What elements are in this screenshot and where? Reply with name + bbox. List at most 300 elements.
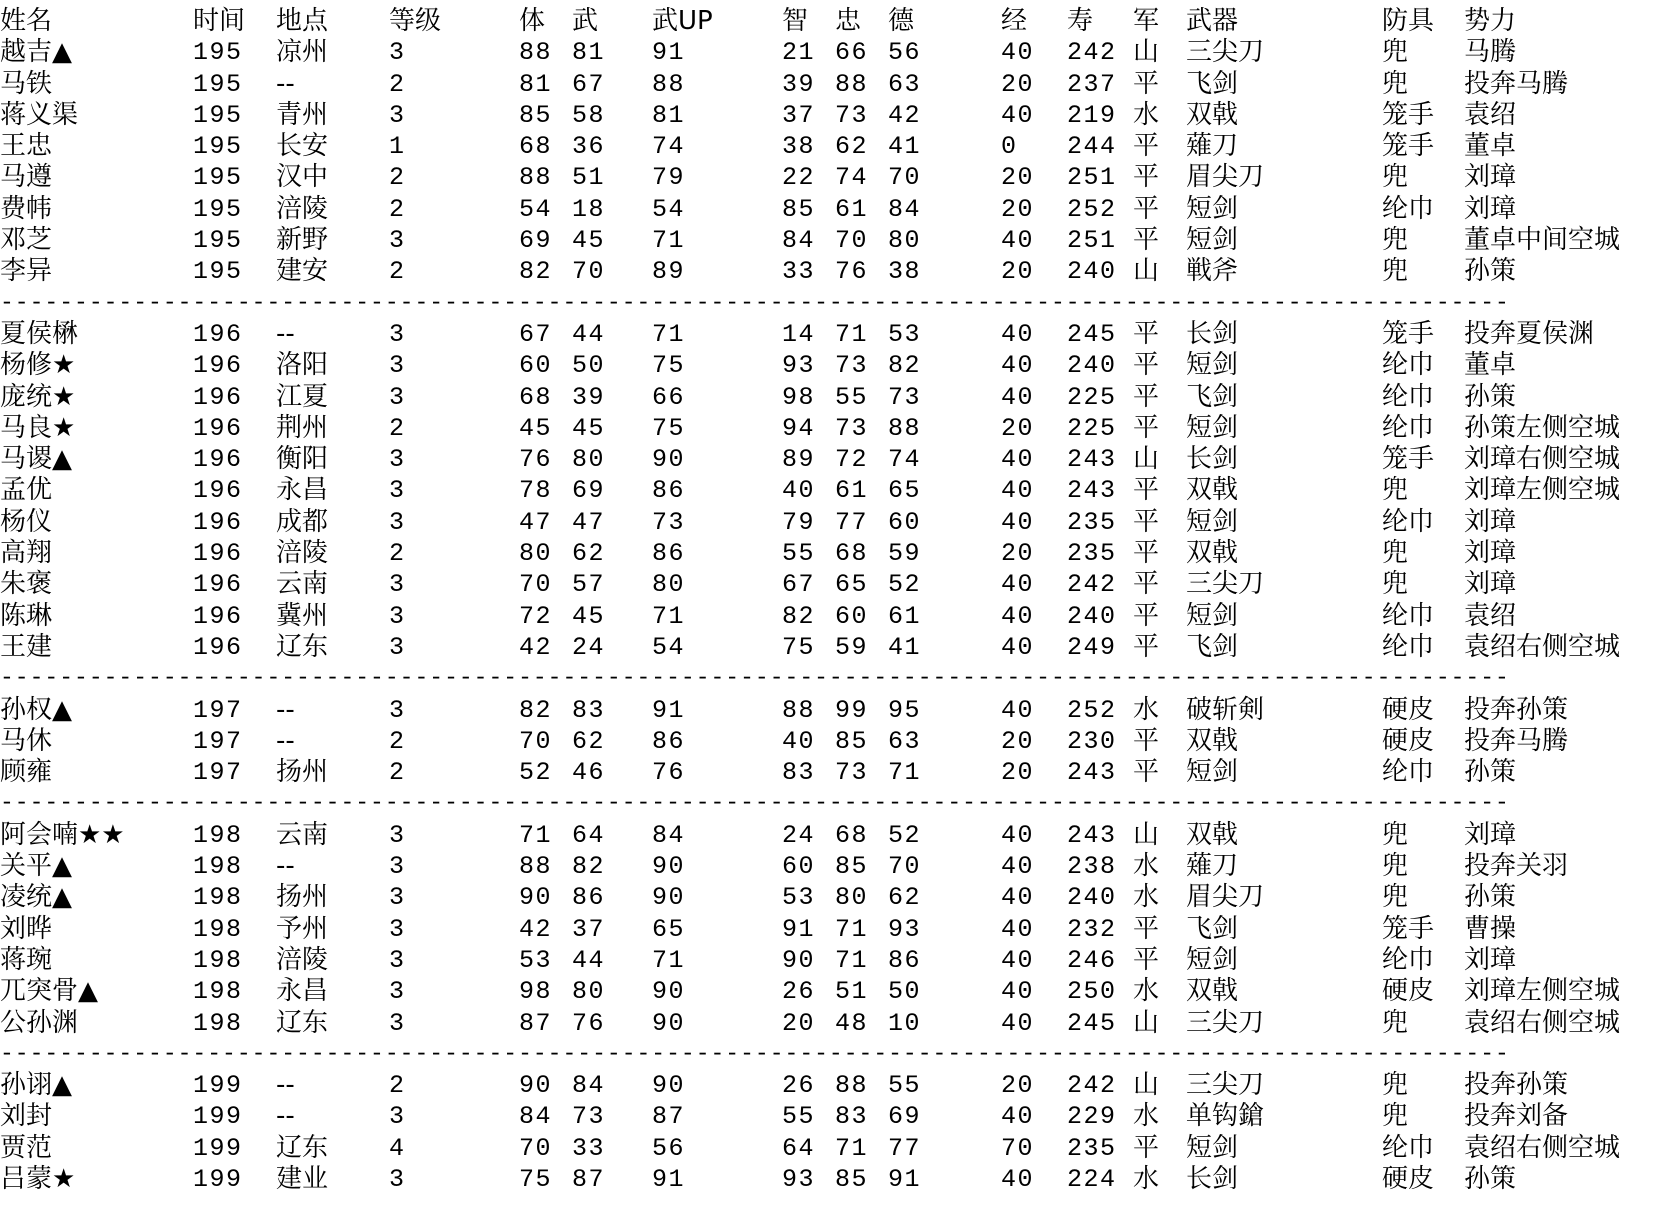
armor-cell: 兜: [1382, 851, 1409, 882]
int-cell: 93: [782, 1164, 816, 1194]
level-cell: 2: [389, 163, 406, 193]
officer-name-cell: 马休: [0, 725, 53, 756]
year-cell: 195: [193, 38, 243, 68]
armor-cell: 兜: [1382, 538, 1409, 569]
strup-cell: 90: [652, 977, 686, 1007]
officer-name-cell: 吕蒙★: [0, 1163, 76, 1194]
table-row: [0, 69, 1660, 100]
hp-cell: 60: [519, 351, 553, 381]
int-cell: 38: [782, 132, 816, 162]
vir-cell: 73: [888, 382, 922, 412]
force-cell: 投奔孙策: [1464, 694, 1569, 725]
str-cell: 58: [572, 100, 606, 130]
army-cell: 平: [1133, 944, 1160, 975]
army-cell: 平: [1133, 350, 1160, 381]
weapon-cell: 双戟: [1186, 976, 1239, 1007]
army-cell: 平: [1133, 1132, 1160, 1163]
level-cell: 2: [389, 257, 406, 287]
armor-cell: 纶巾: [1382, 506, 1435, 537]
place-cell: 凉州: [276, 37, 329, 68]
weapon-cell: 短剑: [1186, 600, 1239, 631]
strup-cell: 75: [652, 413, 686, 443]
vir-cell: 53: [888, 319, 922, 349]
life-cell: 242: [1067, 570, 1117, 600]
place-cell: --: [276, 725, 295, 756]
officer-table: [0, 6, 1660, 1195]
officer-name-cell: 陈琳: [0, 600, 53, 631]
loy-cell: 73: [835, 100, 869, 130]
vir-cell: 41: [888, 632, 922, 662]
table-row: [0, 882, 1660, 913]
exp-cell: 40: [1001, 1008, 1035, 1038]
army-cell: 平: [1133, 757, 1160, 788]
hp-cell: 98: [519, 977, 553, 1007]
level-cell: 3: [389, 507, 406, 537]
armor-cell: 笼手: [1382, 318, 1435, 349]
exp-cell: 70: [1001, 1133, 1035, 1163]
force-cell: 刘璋: [1464, 569, 1517, 600]
year-cell: 196: [193, 570, 243, 600]
table-row: [0, 1008, 1660, 1039]
level-cell: 2: [389, 539, 406, 569]
loy-cell: 71: [835, 1133, 869, 1163]
army-cell: 平: [1133, 475, 1160, 506]
header-army: 军: [1133, 6, 1160, 36]
loy-cell: 71: [835, 914, 869, 944]
army-cell: 水: [1133, 882, 1160, 913]
table-row: [0, 976, 1660, 1007]
hp-cell: 88: [519, 38, 553, 68]
life-cell: 243: [1067, 820, 1117, 850]
header-name: 姓名: [0, 6, 53, 36]
table-row: [0, 444, 1660, 475]
header-str: 武: [572, 6, 599, 36]
weapon-cell: 戦斧: [1186, 256, 1239, 287]
place-cell: 辽东: [276, 1132, 329, 1163]
officer-name-cell: 高翔: [0, 538, 53, 569]
vir-cell: 65: [888, 476, 922, 506]
vir-cell: 62: [888, 883, 922, 913]
army-cell: 平: [1133, 318, 1160, 349]
hp-cell: 90: [519, 1071, 553, 1101]
armor-cell: 兜: [1382, 1101, 1409, 1132]
int-cell: 22: [782, 163, 816, 193]
header-life: 寿: [1067, 6, 1094, 36]
loy-cell: 71: [835, 319, 869, 349]
loy-cell: 66: [835, 38, 869, 68]
strup-cell: 91: [652, 695, 686, 725]
loy-cell: 76: [835, 257, 869, 287]
hp-cell: 87: [519, 1008, 553, 1038]
table-row: [0, 1101, 1660, 1132]
weapon-cell: 飞剑: [1186, 913, 1239, 944]
header-int: 智: [782, 6, 809, 36]
str-cell: 45: [572, 226, 606, 256]
place-cell: 永昌: [276, 475, 329, 506]
hp-cell: 76: [519, 445, 553, 475]
header-year: 时间: [193, 6, 246, 36]
place-cell: 新野: [276, 225, 329, 256]
table-row: [0, 632, 1660, 663]
str-cell: 51: [572, 163, 606, 193]
level-cell: 3: [389, 38, 406, 68]
weapon-cell: 双戟: [1186, 475, 1239, 506]
level-cell: 3: [389, 1102, 406, 1132]
place-cell: 荆州: [276, 412, 329, 443]
table-row: [0, 726, 1660, 757]
loy-cell: 88: [835, 69, 869, 99]
int-cell: 64: [782, 1133, 816, 1163]
army-cell: 山: [1133, 444, 1160, 475]
officer-name-cell: 马良★: [0, 412, 76, 443]
vir-cell: 77: [888, 1133, 922, 1163]
str-cell: 45: [572, 413, 606, 443]
army-cell: 山: [1133, 37, 1160, 68]
officer-name-cell: 凌统▲: [0, 882, 72, 913]
loy-cell: 59: [835, 632, 869, 662]
level-cell: 3: [389, 1008, 406, 1038]
strup-cell: 86: [652, 476, 686, 506]
army-cell: 平: [1133, 68, 1160, 99]
army-cell: 水: [1133, 99, 1160, 130]
int-cell: 93: [782, 351, 816, 381]
officer-name-cell: 蒋义渠: [0, 99, 79, 130]
armor-cell: 纶巾: [1382, 381, 1435, 412]
table-row: [0, 601, 1660, 632]
loy-cell: 85: [835, 726, 869, 756]
officer-name-cell: 费帏: [0, 193, 53, 224]
int-cell: 79: [782, 507, 816, 537]
table-row: [0, 1133, 1660, 1164]
officer-name-cell: 刘封: [0, 1101, 53, 1132]
force-cell: 袁绍右侧空城: [1464, 1132, 1621, 1163]
officer-name-cell: 贾范: [0, 1132, 53, 1163]
officer-name-cell: 顾雍: [0, 757, 53, 788]
hp-cell: 42: [519, 914, 553, 944]
hp-cell: 71: [519, 820, 553, 850]
level-cell: 2: [389, 1071, 406, 1101]
exp-cell: 40: [1001, 226, 1035, 256]
force-cell: 袁绍: [1464, 99, 1517, 130]
strup-cell: 90: [652, 445, 686, 475]
place-cell: 扬州: [276, 757, 329, 788]
strup-cell: 76: [652, 758, 686, 788]
year-cell: 198: [193, 852, 243, 882]
strup-cell: 90: [652, 883, 686, 913]
level-cell: 3: [389, 977, 406, 1007]
place-cell: 辽东: [276, 631, 329, 662]
force-cell: 投奔刘备: [1464, 1101, 1569, 1132]
life-cell: 245: [1067, 319, 1117, 349]
hp-cell: 67: [519, 319, 553, 349]
year-cell: 198: [193, 883, 243, 913]
officer-name-cell: 庞统★: [0, 381, 76, 412]
weapon-cell: 三尖刀: [1186, 1007, 1265, 1038]
force-cell: 孙策: [1464, 381, 1517, 412]
armor-cell: 兜: [1382, 1070, 1409, 1101]
life-cell: 240: [1067, 601, 1117, 631]
vir-cell: 69: [888, 1102, 922, 1132]
level-cell: 2: [389, 758, 406, 788]
place-cell: 永昌: [276, 976, 329, 1007]
armor-cell: 兜: [1382, 37, 1409, 68]
strup-cell: 87: [652, 1102, 686, 1132]
strup-cell: 89: [652, 257, 686, 287]
level-cell: 3: [389, 100, 406, 130]
level-cell: 3: [389, 883, 406, 913]
exp-cell: 40: [1001, 100, 1035, 130]
hp-cell: 54: [519, 194, 553, 224]
table-row: [0, 413, 1660, 444]
int-cell: 55: [782, 1102, 816, 1132]
exp-cell: 40: [1001, 476, 1035, 506]
hp-cell: 45: [519, 413, 553, 443]
armor-cell: 纶巾: [1382, 944, 1435, 975]
hp-cell: 90: [519, 883, 553, 913]
officer-name-cell: 马遵: [0, 162, 53, 193]
army-cell: 平: [1133, 631, 1160, 662]
table-row: [0, 350, 1660, 381]
exp-cell: 40: [1001, 852, 1035, 882]
life-cell: 251: [1067, 163, 1117, 193]
exp-cell: 40: [1001, 570, 1035, 600]
int-cell: 37: [782, 100, 816, 130]
int-cell: 94: [782, 413, 816, 443]
str-cell: 44: [572, 945, 606, 975]
force-cell: 董卓中间空城: [1464, 225, 1621, 256]
place-cell: 江夏: [276, 381, 329, 412]
force-cell: 刘璋: [1464, 944, 1517, 975]
str-cell: 62: [572, 726, 606, 756]
loy-cell: 73: [835, 413, 869, 443]
force-cell: 刘璋: [1464, 162, 1517, 193]
header-weapon: 武器: [1186, 6, 1239, 36]
exp-cell: 20: [1001, 257, 1035, 287]
officer-name-cell: 马铁: [0, 68, 53, 99]
place-cell: 汉中: [276, 162, 329, 193]
hp-cell: 88: [519, 163, 553, 193]
weapon-cell: 薙刀: [1186, 851, 1239, 882]
armor-cell: 硬皮: [1382, 694, 1435, 725]
vir-cell: 42: [888, 100, 922, 130]
life-cell: 240: [1067, 351, 1117, 381]
life-cell: 235: [1067, 1133, 1117, 1163]
exp-cell: 40: [1001, 695, 1035, 725]
weapon-cell: 三尖刀: [1186, 569, 1265, 600]
vir-cell: 55: [888, 1071, 922, 1101]
hp-cell: 88: [519, 852, 553, 882]
life-cell: 219: [1067, 100, 1117, 130]
year-cell: 198: [193, 914, 243, 944]
vir-cell: 60: [888, 507, 922, 537]
table-body: [0, 37, 1660, 1195]
header-exp: 经: [1001, 6, 1028, 36]
exp-cell: 40: [1001, 382, 1035, 412]
strup-cell: 90: [652, 1008, 686, 1038]
army-cell: 水: [1133, 1101, 1160, 1132]
vir-cell: 80: [888, 226, 922, 256]
strup-cell: 90: [652, 1071, 686, 1101]
table-row: [0, 100, 1660, 131]
armor-cell: 兜: [1382, 68, 1409, 99]
year-cell: 196: [193, 445, 243, 475]
officer-name-cell: 阿会喃★★: [0, 819, 125, 850]
life-cell: 237: [1067, 69, 1117, 99]
loy-cell: 70: [835, 226, 869, 256]
year-cell: 198: [193, 820, 243, 850]
str-cell: 44: [572, 319, 606, 349]
strup-cell: 86: [652, 726, 686, 756]
officer-name-cell: 夏侯楙: [0, 318, 79, 349]
level-cell: 3: [389, 445, 406, 475]
strup-cell: 90: [652, 852, 686, 882]
loy-cell: 48: [835, 1008, 869, 1038]
place-cell: --: [276, 1101, 295, 1132]
place-cell: --: [276, 1070, 295, 1101]
armor-cell: 纶巾: [1382, 631, 1435, 662]
int-cell: 24: [782, 820, 816, 850]
officer-name-cell: 越吉▲: [0, 37, 72, 68]
armor-cell: 硬皮: [1382, 976, 1435, 1007]
str-cell: 50: [572, 351, 606, 381]
life-cell: 232: [1067, 914, 1117, 944]
hp-cell: 84: [519, 1102, 553, 1132]
group-separator: [0, 788, 1505, 819]
weapon-cell: 双戟: [1186, 725, 1239, 756]
army-cell: 平: [1133, 600, 1160, 631]
str-cell: 73: [572, 1102, 606, 1132]
table-row: [0, 1164, 1660, 1195]
str-cell: 80: [572, 445, 606, 475]
int-cell: 60: [782, 852, 816, 882]
table-row: [0, 37, 1660, 68]
str-cell: 47: [572, 507, 606, 537]
str-cell: 37: [572, 914, 606, 944]
str-cell: 57: [572, 570, 606, 600]
exp-cell: 20: [1001, 163, 1035, 193]
army-cell: 平: [1133, 412, 1160, 443]
int-cell: 40: [782, 726, 816, 756]
vir-cell: 84: [888, 194, 922, 224]
weapon-cell: 眉尖刀: [1186, 162, 1265, 193]
exp-cell: 40: [1001, 1102, 1035, 1132]
officer-name-cell: 杨仪: [0, 506, 53, 537]
table-row: [0, 194, 1660, 225]
int-cell: 26: [782, 1071, 816, 1101]
life-cell: 250: [1067, 977, 1117, 1007]
str-cell: 33: [572, 1133, 606, 1163]
int-cell: 89: [782, 445, 816, 475]
level-cell: 2: [389, 69, 406, 99]
hp-cell: 70: [519, 726, 553, 756]
loy-cell: 85: [835, 1164, 869, 1194]
int-cell: 90: [782, 945, 816, 975]
vir-cell: 88: [888, 413, 922, 443]
year-cell: 199: [193, 1102, 243, 1132]
level-cell: 3: [389, 695, 406, 725]
str-cell: 81: [572, 38, 606, 68]
army-cell: 平: [1133, 381, 1160, 412]
year-cell: 196: [193, 413, 243, 443]
hp-cell: 85: [519, 100, 553, 130]
weapon-cell: 短剑: [1186, 350, 1239, 381]
force-cell: 孙策: [1464, 757, 1517, 788]
officer-name-cell: 李异: [0, 256, 53, 287]
armor-cell: 纶巾: [1382, 350, 1435, 381]
header-place: 地点: [276, 6, 329, 36]
level-cell: 3: [389, 319, 406, 349]
force-cell: 投奔马腾: [1464, 725, 1569, 756]
armor-cell: 纶巾: [1382, 412, 1435, 443]
exp-cell: 40: [1001, 507, 1035, 537]
int-cell: 21: [782, 38, 816, 68]
strup-cell: 71: [652, 601, 686, 631]
vir-cell: 63: [888, 726, 922, 756]
place-cell: 涪陵: [276, 193, 329, 224]
level-cell: 3: [389, 601, 406, 631]
force-cell: 刘璋: [1464, 819, 1517, 850]
strup-cell: 65: [652, 914, 686, 944]
army-cell: 平: [1133, 131, 1160, 162]
level-cell: 3: [389, 382, 406, 412]
int-cell: 39: [782, 69, 816, 99]
weapon-cell: 双戟: [1186, 819, 1239, 850]
table-row: [0, 131, 1660, 162]
armor-cell: 硬皮: [1382, 1163, 1435, 1194]
officer-name-cell: 关平▲: [0, 851, 72, 882]
str-cell: 64: [572, 820, 606, 850]
level-cell: 3: [389, 570, 406, 600]
vir-cell: 71: [888, 758, 922, 788]
force-cell: 董卓: [1464, 350, 1517, 381]
army-cell: 水: [1133, 694, 1160, 725]
place-cell: 辽东: [276, 1007, 329, 1038]
place-cell: 成都: [276, 506, 329, 537]
hp-cell: 52: [519, 758, 553, 788]
int-cell: 75: [782, 632, 816, 662]
army-cell: 平: [1133, 193, 1160, 224]
strup-cell: 56: [652, 1133, 686, 1163]
level-cell: 2: [389, 413, 406, 443]
weapon-cell: 短剑: [1186, 193, 1239, 224]
life-cell: 252: [1067, 194, 1117, 224]
loy-cell: 61: [835, 476, 869, 506]
army-cell: 平: [1133, 162, 1160, 193]
officer-name-cell: 杨修★: [0, 350, 76, 381]
armor-cell: 笼手: [1382, 913, 1435, 944]
vir-cell: 95: [888, 695, 922, 725]
loy-cell: 88: [835, 1071, 869, 1101]
strup-cell: 66: [652, 382, 686, 412]
weapon-cell: 眉尖刀: [1186, 882, 1265, 913]
year-cell: 196: [193, 507, 243, 537]
vir-cell: 74: [888, 445, 922, 475]
force-cell: 刘璋: [1464, 193, 1517, 224]
weapon-cell: 短剑: [1186, 225, 1239, 256]
officer-name-cell: 兀突骨▲: [0, 976, 98, 1007]
level-cell: 3: [389, 1164, 406, 1194]
loy-cell: 72: [835, 445, 869, 475]
weapon-cell: 三尖刀: [1186, 37, 1265, 68]
strup-cell: 91: [652, 38, 686, 68]
force-cell: 袁绍右侧空城: [1464, 631, 1621, 662]
army-cell: 平: [1133, 506, 1160, 537]
str-cell: 86: [572, 883, 606, 913]
place-cell: 云南: [276, 569, 329, 600]
year-cell: 195: [193, 132, 243, 162]
strup-cell: 80: [652, 570, 686, 600]
place-cell: 冀州: [276, 600, 329, 631]
